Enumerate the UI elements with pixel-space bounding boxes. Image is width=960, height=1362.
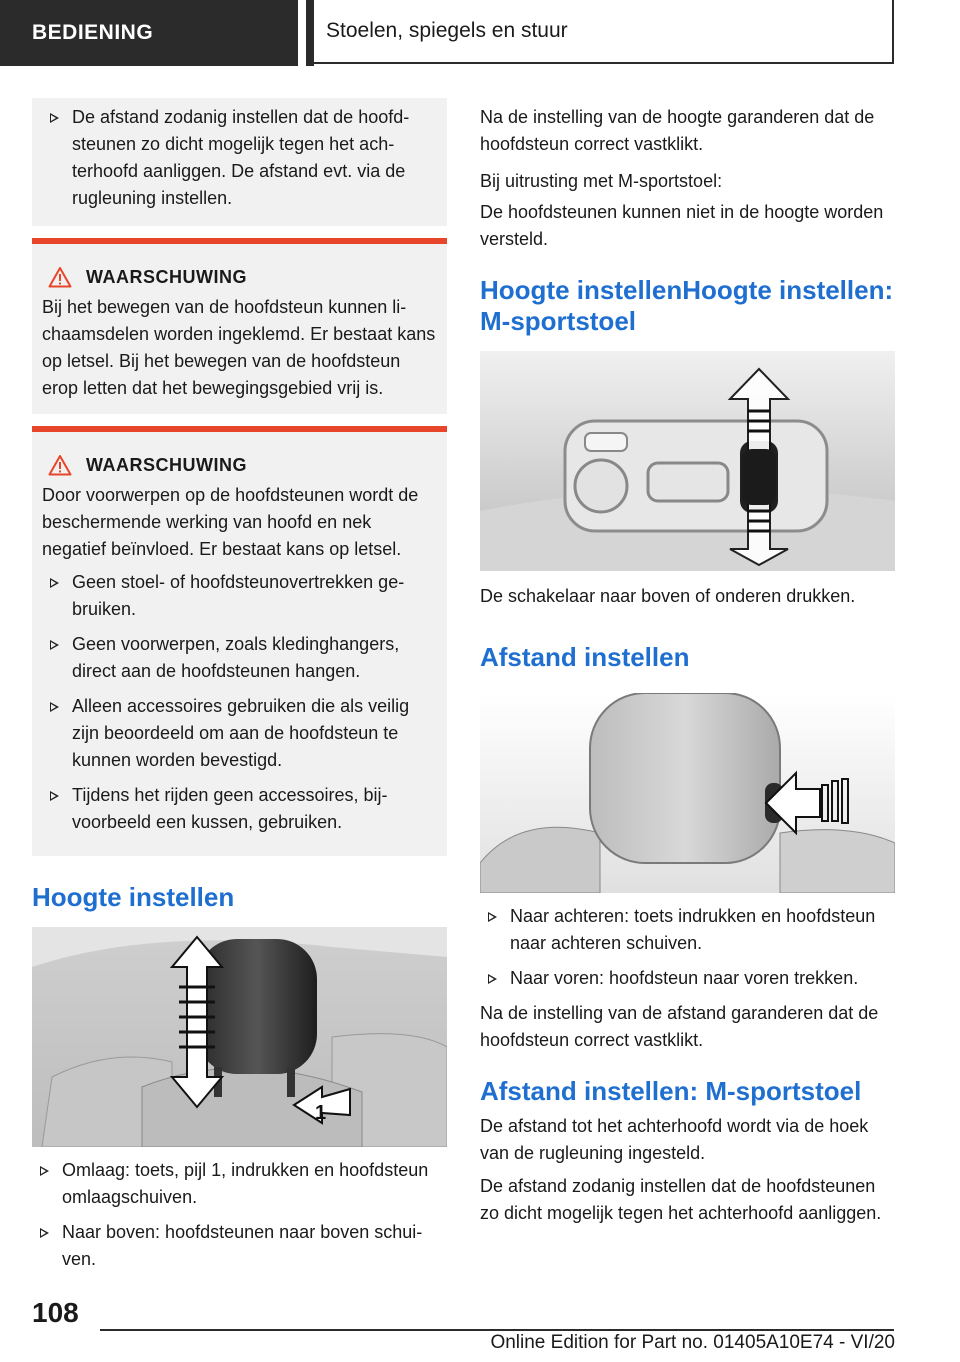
warning-text: Bij het bewegen van de hoofdsteun kunnen lichaamsdelen worden ingeklemd. Er bestaat kans op letsel. Bij het bewegen van de hoofdsteun erop letten dat het bewegingsgebied vrij is. bbox=[42, 297, 436, 398]
intro-box bbox=[32, 98, 447, 226]
left-column bbox=[32, 98, 447, 1281]
list-item: Naar boven: hoofdsteunen naar boven schuiven. bbox=[32, 1219, 447, 1273]
warning-heading: WAARSCHUWING bbox=[42, 266, 437, 288]
headrest-height-figure bbox=[32, 927, 447, 1147]
headrest-distance-figure bbox=[480, 693, 895, 893]
msport-switch-figure bbox=[480, 351, 895, 571]
list-item: Geen voorwerpen, zoals kledinghangers, direct aan de hoofdsteunen hangen. bbox=[42, 631, 437, 685]
page-number: 108 bbox=[32, 1297, 79, 1328]
paragraph: De afstand zodanig instellen dat de hoofdsteunen zo dicht mogelijk tegen het achterhoofd aanliggen. bbox=[480, 1176, 882, 1223]
edition-note: Online Edition for Part no. 01405A10E74 - VI/20 bbox=[490, 1332, 895, 1353]
warning-box-objects bbox=[32, 426, 447, 856]
list-item: Naar achteren: toets indrukken en hoofdsteun naar achteren schuiven. bbox=[480, 903, 895, 957]
list-item: Naar voren: hoofdsteun naar voren trekken. bbox=[480, 965, 895, 992]
warning-box bbox=[32, 238, 447, 414]
bullet-triangle-icon bbox=[50, 640, 59, 650]
figure-label-1: 1 bbox=[315, 1102, 327, 1124]
paragraph: De afstand tot het achterhoofd wordt via de hoek van de rugleuning ingesteld. bbox=[480, 1116, 869, 1163]
section-heading-hoogte: Hoogte instellen bbox=[32, 882, 235, 912]
chapter-title: Stoelen, spiegels en stuur bbox=[314, 0, 894, 64]
bullet-triangle-icon bbox=[50, 791, 59, 801]
warning-triangle-icon bbox=[48, 266, 72, 288]
bullet-triangle-icon bbox=[40, 1228, 49, 1238]
bullet-triangle-icon bbox=[50, 702, 59, 712]
list-item: Omlaag: toets, pijl 1, indrukken en hoofdsteun omlaagschuiven. bbox=[32, 1157, 447, 1211]
section-label: BEDIENING bbox=[0, 0, 298, 66]
list-item: Alleen accessoires gebruiken die als veilig zijn beoordeeld om aan de hoofdsteun te kunnen worden bevestigd. bbox=[42, 693, 437, 774]
msport-switch-illustration bbox=[480, 351, 895, 571]
bullet-triangle-icon bbox=[50, 113, 59, 123]
footer-rule bbox=[100, 1329, 894, 1331]
warning-triangle-icon bbox=[48, 454, 72, 476]
section-heading-afstand-msport: Afstand instellen: M-sportstoel bbox=[480, 1076, 862, 1106]
paragraph: Na de instelling van de hoogte garanderen dat de hoofdsteun correct vastklikt. bbox=[480, 107, 875, 154]
list-item: De afstand zodanig instellen dat de hoofdsteunen zo dicht mogelijk tegen het achterhoofd aanliggen. De afstand evt. via de rugleuning instellen. bbox=[42, 104, 437, 212]
figure-caption: De schakelaar naar boven of onderen drukken. bbox=[480, 586, 856, 606]
warning-text: Door voorwerpen op de hoofdsteunen wordt de beschermende werking van hoofd en nek negatief beïnvloed. Er bestaat kans op letsel. bbox=[42, 485, 419, 559]
page-header bbox=[0, 0, 960, 66]
paragraph: De hoofdsteunen kunnen niet in de hoogte worden versteld. bbox=[480, 202, 884, 249]
section-heading-afstand: Afstand instellen bbox=[480, 642, 690, 672]
warning-heading: WAARSCHUWING bbox=[42, 454, 437, 476]
headrest-height-illustration bbox=[32, 927, 447, 1147]
list-item: Geen stoel- of hoofdsteunovertrekken gebruiken. bbox=[42, 569, 437, 623]
section-heading-msport: Hoogte instellenHoogte instellen: M-sportstoel bbox=[480, 275, 894, 336]
bullet-triangle-icon bbox=[40, 1166, 49, 1176]
list-item: Tijdens het rijden geen accessoires, bijvoorbeeld een kussen, gebruiken. bbox=[42, 782, 437, 836]
paragraph: Na de instelling van de afstand garanderen dat de hoofdsteun correct vastklikt. bbox=[480, 1003, 879, 1050]
right-column bbox=[480, 104, 895, 1227]
headrest-distance-illustration bbox=[480, 693, 895, 893]
bullet-triangle-icon bbox=[488, 974, 497, 984]
bullet-triangle-icon bbox=[488, 912, 497, 922]
header-divider bbox=[306, 0, 314, 66]
bullet-triangle-icon bbox=[50, 578, 59, 588]
paragraph: Bij uitrusting met M-sportstoel: bbox=[480, 171, 723, 191]
